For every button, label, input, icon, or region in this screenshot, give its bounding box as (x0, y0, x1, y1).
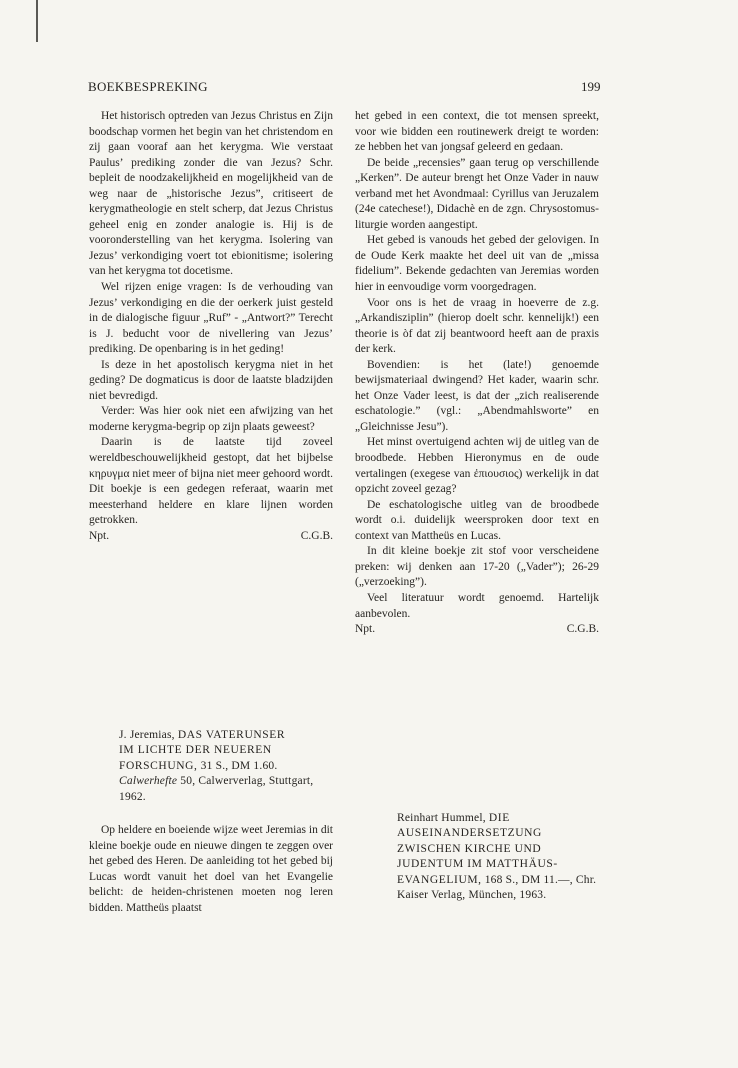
review-2-signature (355, 622, 599, 638)
book-author: Reinhart Hummel, (397, 812, 486, 824)
review-1-signature (89, 529, 333, 545)
signature-initials-left: Npt. (89, 529, 110, 542)
review-2-paragraph: Op heldere en boeiende wijze weet Jeremias in dit kleine boekje oude en nieuwe dingen te zeggen over het gebed des Heren. De aanleiding tot het gebed bij Lucas wordt vanuit het doel van het Evangelie belicht: de heiden-christenen moeten nog leren bidden. Mattheüs plaatst (89, 824, 333, 914)
page-number: 199 (581, 79, 601, 94)
review-2-paragraph: Het gebed is vanouds het gebed der gelovigen. In de Oude Kerk maakte het deel uit van de „missa fidelium”. Bekende gedachten van Jeremias worden hier in eenvoudige vorm voorgedragen. (355, 234, 599, 294)
signature-initials-right: C.G.B. (300, 529, 333, 542)
review-1-column (89, 109, 333, 544)
review-2-column (355, 109, 599, 638)
review-2-paragraph: Voor ons is het de vraag in hoeverre de z.g. „Arkandisziplin” (hierop doelt schr. kennelijk!) een theorie is òf dat zij beantwoord heeft aan de praxis der kerk. (355, 296, 599, 356)
review-2-paragraph: In dit kleine boekje zit stof voor verscheidene preken: wij denken aan 17-20 („Vader”); 26-29 („verzoeking”). (355, 545, 599, 589)
book-publisher: 50, Calwerverlag, Stuttgart, 1962. (119, 775, 314, 803)
book-details: 168 S., DM 11.—, Chr. Kaiser Verlag, München, 1963. (397, 873, 597, 902)
review-1-paragraph: Wel rijzen enige vragen: Is de verhouding van Jezus’ verkondiging en die der oerkerk juist gesteld in de dialogische figuur „Ruf” - „Antwort?” Terecht is J. beducht voor de nivellering van Jezus’ prediking. De openbaring is in het geding! (89, 281, 333, 356)
book-title: DIE AUSEINANDERSETZUNG ZWISCHEN KIRCHE UND JUDENTUM IM MATTHÄUS-EVANGELIUM, (397, 812, 558, 886)
review-1-paragraph: Daarin is de laatste tijd zoveel wereldbeschouwelijkheid gestopt, dat het bijbelse κηρυγμα niet meer of bijna niet meer gehoord wordt. Dit boekje is een gedegen referaat, waarin met meesterhand heldere en klare lijnen worden getrokken. (89, 436, 333, 527)
book-author: J. Jeremias, (119, 729, 175, 741)
review-2-paragraph: De beide „recensies” gaan terug op verschillende „Kerken”. De auteur brengt het Onze Vader in nauw verband met het Avondmaal: Cyrillus van Jeruzalem (24e catechese!), Didachè en de zgn. Chrysostomus-liturgie worden aangestipt. (355, 156, 599, 231)
scan-margin-rule (36, 0, 38, 42)
signature-initials-right: C.G.B. (566, 623, 599, 636)
review-2-paragraph: het gebed in een context, die tot mensen spreekt, voor wie bidden een routinewerk dreigt te worden: ze hebben het van jongsaf geleerd en gedaan. (355, 110, 599, 154)
review-1-paragraph: Het historisch optreden van Jezus Christus en Zijn boodschap vormen het begin van het christendom en zij gaan vooraf aan het kerygma. Wie verstaat Paulus’ prediking zonder die van Jezus? Schr. bepleit de noodzakelijkheid en mogelijkheid van de weg naar de „historische Jezus”, critiseert de kerygmatheologie en stelt scherp, dat Jezus Christus geheel enig en zonder analogie is. Hij is de vooronderstelling van het kerygma. Isolering van Jezus’ verkondiging voert tot ebionitisme; isolering van het kerygma tot docetisme. (89, 110, 333, 278)
review-2-column-start (89, 823, 333, 916)
review-1-paragraph: Is deze in het apostolisch kerygma niet in het geding? De dogmaticus is door de laatste bladzijden niet bevredigd. (89, 358, 333, 402)
review-2-paragraph: De eschatologische uitleg van de broodbede wordt o.i. duidelijk weersproken door text en context van Mattheüs en Lucas. (355, 498, 599, 542)
review-2-paragraph: Veel literatuur wordt genoemd. Hartelijk aanbevolen. (355, 591, 599, 620)
review-2-paragraph: Bovendien: is het (late!) genoemde bewijsmateriaal dwingend? Het kader, waarin schr. het Onze Vader leest, is dat der „zich realiserende eschatologie.” (vgl.: „Abendmahlsworte” en „Gleichnisse Jesu”). (355, 358, 599, 433)
review-1-paragraph: Verder: Was hier ook niet een afwijzing van het moderne kerygma-begrip op zijn plaats geweest? (89, 405, 333, 433)
book-details: 31 S., DM 1.60. (200, 759, 278, 772)
book-entry-hummel (397, 811, 599, 903)
signature-initials-left: Npt. (355, 623, 376, 636)
running-title: BOEKBESPREKING (88, 79, 208, 94)
book-series: Calwerhefte (119, 775, 178, 788)
book-title-line: FORSCHUNG, (119, 759, 198, 772)
book-title-line: IM LICHTE DER NEUEREN (119, 744, 272, 757)
review-2-paragraph: Het minst overtuigend achten wij de uitleg van de broodbede. Hebben Hieronymus en de oude vertalingen (exegese van ἐπιουσιος) werkelijk in dat opzicht zoveel gezag? (355, 436, 599, 496)
book-entry-jeremias (119, 728, 333, 805)
book-title-line: DAS VATERUNSER (177, 729, 286, 741)
